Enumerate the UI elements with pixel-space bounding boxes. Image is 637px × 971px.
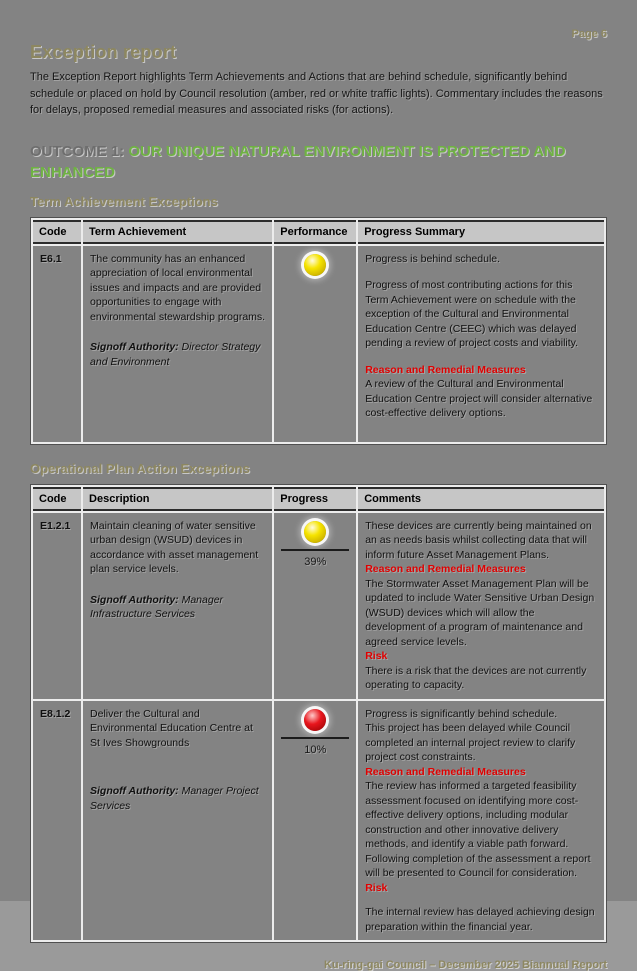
amber-traffic-light-icon xyxy=(304,254,326,276)
description-text: Deliver the Cultural and Environmental Education Centre at St Ives Showgrounds xyxy=(90,707,253,749)
column-header-description: Description xyxy=(83,487,272,511)
column-header-code: Code xyxy=(33,220,81,244)
operational-plan-table xyxy=(30,484,607,943)
comment-paragraph: Progress is significantly behind schedule. xyxy=(365,707,558,720)
column-header-performance: Performance xyxy=(274,220,356,244)
risk-label: Risk xyxy=(365,650,388,663)
risk-text: There is a risk that the devices are not currently operating to capacity. xyxy=(365,664,587,692)
risk-label: Risk xyxy=(365,881,388,894)
report-footer: Ku-ring-gai Council – December 2025 Biannual Report xyxy=(323,959,607,971)
summary-paragraph: Progress of most contributing actions for this Term Achievement were on schedule with the exception of the Cultural and Environmental Education Centre (CEEC) which was delayed pending a review of project costs and viability. xyxy=(365,279,579,350)
term-achievement-table xyxy=(30,217,607,445)
outcome-number: OUTCOME 1: xyxy=(30,142,129,160)
term-achievement-exceptions-heading: Term Achievement Exceptions xyxy=(30,194,218,209)
amber-traffic-light-icon xyxy=(304,521,326,543)
column-header-comments: Comments xyxy=(358,487,604,511)
progress-divider xyxy=(281,737,349,739)
progress-percent: 10% xyxy=(304,743,327,756)
signoff-label: Signoff Authority: xyxy=(90,785,179,798)
code-value: E6.1 xyxy=(33,246,81,442)
page-number: Page 6 xyxy=(571,28,607,40)
comment-paragraph: This project has been delayed while Council completed an internal project review to clarify project cost constraints. xyxy=(365,722,576,764)
signoff-label: Signoff Authority: xyxy=(90,593,179,606)
reason-remedial-label: Reason and Remedial Measures xyxy=(365,363,526,376)
table-header-row xyxy=(33,220,604,244)
progress-summary-cell xyxy=(358,246,604,442)
reason-text: The Stormwater Asset Management Plan will be updated to include Water Sensitive Urban Design (WSUD) devices which will allow the development of a program of maintenance and agreed service levels. xyxy=(365,577,595,648)
reason-text: A review of the Cultural and Environmental Education Centre project will consider alternative cost-effective delivery options. xyxy=(365,378,593,420)
outcome-title: OUR UNIQUE NATURAL ENVIRONMENT IS PROTECTED AND ENHANCED xyxy=(30,142,566,182)
reason-remedial-label: Reason and Remedial Measures xyxy=(365,563,526,576)
table-row xyxy=(33,246,604,442)
signoff-value: Manager Infrastructure Services xyxy=(90,593,224,621)
progress-percent: 39% xyxy=(304,556,327,568)
signoff-value: Manager Project Services xyxy=(90,785,259,812)
risk-text: The internal review has delayed achieving design preparation within the financial year. xyxy=(365,906,595,933)
progress-cell xyxy=(274,701,356,940)
signoff-authority xyxy=(90,340,265,369)
table-row xyxy=(33,513,604,699)
report-intro-text: The Exception Report highlights Term Achievements and Actions that are behind schedule, significantly behind schedule or placed on hold by Council resolution (amber, red or white traffic lights). Commentary includes the reasons for delays, proposed remedial measures and associated risks (for actions). xyxy=(30,71,603,116)
description-cell xyxy=(83,701,272,940)
progress-divider xyxy=(281,549,349,551)
code-value: E1.2.1 xyxy=(33,513,81,699)
progress-cell xyxy=(274,513,356,699)
description-cell xyxy=(83,513,272,699)
column-header-progress: Progress xyxy=(274,487,356,511)
description-text: Maintain cleaning of water sensitive urban design (WSUD) devices in accordance with asset management plan service levels. xyxy=(90,520,259,576)
outcome-heading xyxy=(30,141,590,185)
signoff-value: Director Strategy and Environment xyxy=(90,341,261,368)
signoff-authority xyxy=(90,784,265,813)
term-achievement-text: The community has an enhanced appreciation of local environmental issues and impacts and are provided opportunities to engage with environmental stewardship programs. xyxy=(90,253,266,323)
reason-remedial-label: Reason and Remedial Measures xyxy=(365,765,526,778)
table-row xyxy=(33,701,604,940)
table-header-row xyxy=(33,487,604,511)
column-header-progress-summary: Progress Summary xyxy=(358,220,604,244)
comments-cell xyxy=(358,701,604,940)
comments-cell xyxy=(358,513,604,699)
red-traffic-light-icon xyxy=(304,709,326,731)
column-header-code: Code xyxy=(33,487,81,511)
signoff-authority xyxy=(90,593,265,622)
comment-paragraph: These devices are currently being maintained on an as needs basis whilst collecting data that will inform future Asset Management Plans. xyxy=(365,520,592,561)
signoff-label: Signoff Authority: xyxy=(90,341,179,354)
operational-plan-exceptions-heading: Operational Plan Action Exceptions xyxy=(30,461,250,476)
page-title: Exception report xyxy=(30,42,177,62)
column-header-term-achievement: Term Achievement xyxy=(83,220,272,244)
code-value: E8.1.2 xyxy=(33,701,81,940)
term-achievement-cell xyxy=(83,246,272,442)
summary-paragraph: Progress is behind schedule. xyxy=(365,253,501,265)
performance-cell xyxy=(274,246,356,442)
reason-text: The review has informed a targeted feasibility assessment focused on identifying more cost-effective delivery options, including modular construction and other innovative delivery methods, and identify a viable path forward. Following completion of the assessment a report will be presented to Council for consideration. xyxy=(365,780,591,880)
